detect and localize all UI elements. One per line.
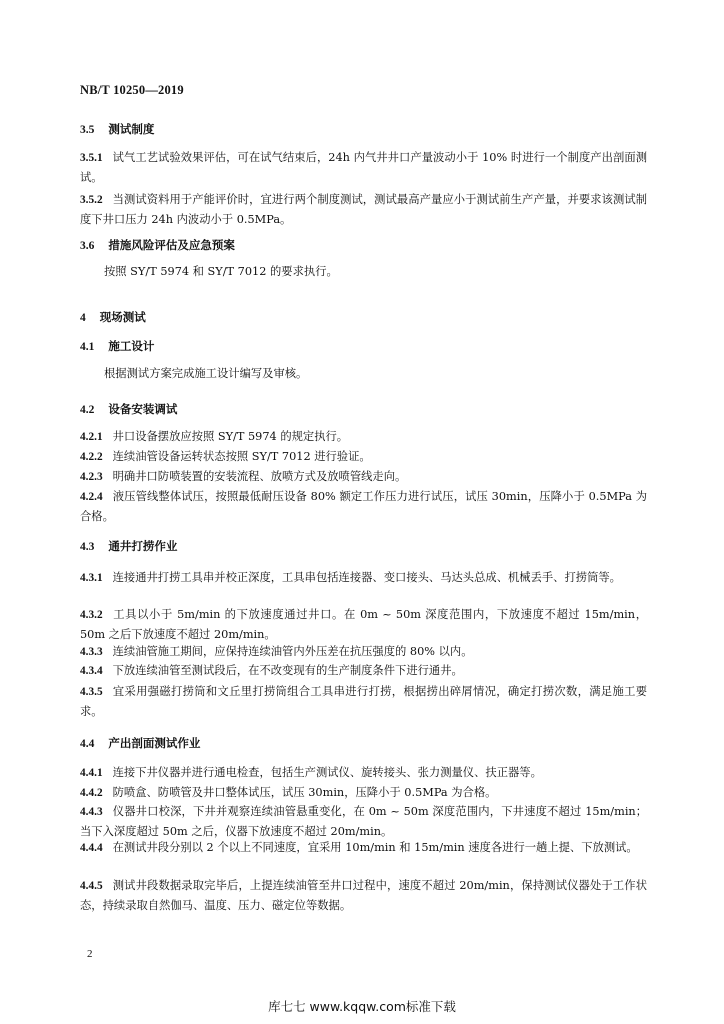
section-heading (80, 735, 200, 752)
section-heading (80, 401, 177, 418)
clause-number: 4.2.3 (80, 471, 103, 483)
clause-text: 测试井段数据录取完毕后，上提连续油管至井口过程中，速度不超过 20m/min，保持测试仪器处于工作状态，持续录取自然伽马、温度、压力、磁定位等数据。 (80, 879, 647, 912)
section-number: 4 (80, 312, 86, 324)
section-title: 通井打捞作业 (108, 539, 178, 553)
clause-text: 明确井口防喷装置的安装流程、放喷方式及放喷管线走向。 (112, 470, 407, 483)
clause-paragraph (80, 568, 647, 588)
clause-paragraph (80, 802, 647, 842)
clause-paragraph (80, 838, 647, 858)
clause-text: 当测试资料用于产能评价时，宜进行两个制度测试，测试最高产量应小于测试前生产产量，并要求该测试制度下井口压力 24h 内波动小于 0.5MPa。 (80, 193, 647, 226)
clause-number: 4.4.1 (80, 767, 103, 779)
clause-text: 工具以小于 5m/min 的下放速度通过井口。在 0m ~ 50m 深度范围内，下放速度不超过 15m/min，50m 之后下放速度不超过 20m/min。 (80, 608, 647, 641)
section-title: 措施风险评估及应急预案 (108, 238, 235, 252)
clause-paragraph (80, 467, 647, 487)
clause-text: 在测试井段分别以 2 个以上不同速度，宜采用 10m/min 和 15m/min 速度各进行一趟上提、下放测试。 (112, 841, 638, 854)
clause-number: 4.2.1 (80, 431, 103, 443)
clause-number: 4.4.5 (80, 880, 103, 892)
clause-text: 仪器井口校深，下井并观察连续油管悬重变化，在 0m ~ 50m 深度范围内，下井速度不超过 15m/min；当下入深度超过 50m 之后，仪器下放速度不超过 20m/min。 (80, 805, 647, 838)
clause-text: 连续油管施工期间，应保持连续油管内外压差在抗压强度的 80% 以内。 (112, 645, 473, 658)
section-number: 3.6 (80, 240, 95, 252)
clause-number: 4.2.4 (80, 491, 103, 503)
clause-paragraph (80, 190, 647, 230)
section-number: 4.1 (80, 341, 95, 353)
section-title: 测试制度 (108, 122, 155, 136)
clause-number: 4.3.1 (80, 572, 103, 584)
section-title: 设备安装调试 (108, 402, 178, 416)
clause-paragraph (80, 487, 647, 527)
clause-paragraph (80, 427, 647, 447)
section-title: 产出剖面测试作业 (108, 736, 201, 750)
chapter-heading (80, 309, 146, 326)
clause-text: 试气工艺试验效果评估，可在试气结束后，24h 内气井井口产量波动小于 10% 时进行一个制度产出剖面测试。 (80, 151, 647, 184)
clause-number: 4.3.5 (80, 686, 103, 698)
section-heading (80, 121, 154, 138)
section-number: 4.3 (80, 541, 95, 553)
clause-number: 4.2.2 (80, 451, 103, 463)
clause-number: 4.3.4 (80, 665, 103, 677)
section-heading (80, 538, 177, 555)
clause-text: 液压管线整体试压，按照最低耐压设备 80% 额定工作压力进行试压，试压 30min，压降小于 0.5MPa 为合格。 (80, 490, 647, 523)
section-heading (80, 338, 154, 355)
clause-paragraph (80, 682, 647, 722)
clause-number: 4.3.3 (80, 646, 103, 658)
clause-number: 4.3.2 (80, 609, 103, 621)
body-paragraph: 根据测试方案完成施工设计编写及审核。 (104, 367, 308, 380)
section-number: 3.5 (80, 124, 95, 136)
clause-paragraph (80, 605, 647, 645)
clause-paragraph (80, 447, 647, 467)
clause-text: 宜采用强磁打捞筒和文丘里打捞筒组合工具串进行打捞，根据捞出碎屑情况，确定打捞次数，满足施工要求。 (80, 685, 647, 718)
page-number: 2 (87, 948, 93, 960)
clause-number: 4.4.3 (80, 806, 103, 818)
clause-text: 井口设备摆放应按照 SY/T 5974 的规定执行。 (112, 430, 349, 443)
clause-number: 4.4.4 (80, 842, 103, 854)
clause-paragraph (80, 783, 647, 803)
clause-number: 4.4.2 (80, 787, 103, 799)
clause-text: 连续油管设备运转状态按照 SY/T 7012 进行验证。 (112, 450, 371, 463)
clause-paragraph (80, 642, 647, 662)
section-title: 现场测试 (99, 310, 146, 324)
clause-paragraph (80, 661, 647, 681)
body-paragraph: 按照 SY/T 5974 和 SY/T 7012 的要求执行。 (104, 265, 338, 278)
section-title: 施工设计 (108, 339, 155, 353)
clause-text: 下放连续油管至测试段后，在不改变现有的生产制度条件下进行通井。 (112, 664, 463, 677)
clause-number: 3.5.2 (80, 194, 103, 206)
clause-paragraph (80, 876, 647, 916)
clause-paragraph (80, 148, 647, 188)
clause-number: 3.5.1 (80, 152, 103, 164)
clause-paragraph (80, 763, 647, 783)
clause-text: 防喷盒、防喷管及井口整体试压，试压 30min，压降小于 0.5MPa 为合格。 (112, 786, 497, 799)
clause-text: 连接通井打捞工具串并校正深度，工具串包括连接器、变口接头、马达头总成、机械丢手、打捞筒等。 (112, 571, 621, 584)
section-number: 4.2 (80, 404, 95, 416)
clause-text: 连接下井仪器并进行通电检查，包括生产测试仪、旋转接头、张力测量仪、扶正器等。 (112, 766, 542, 779)
download-site-footer: 库七七 www.kqqw.com标准下载 (268, 999, 456, 1014)
section-heading (80, 237, 235, 254)
standard-number-header: NB/T 10250—2019 (80, 83, 184, 97)
section-number: 4.4 (80, 738, 95, 750)
